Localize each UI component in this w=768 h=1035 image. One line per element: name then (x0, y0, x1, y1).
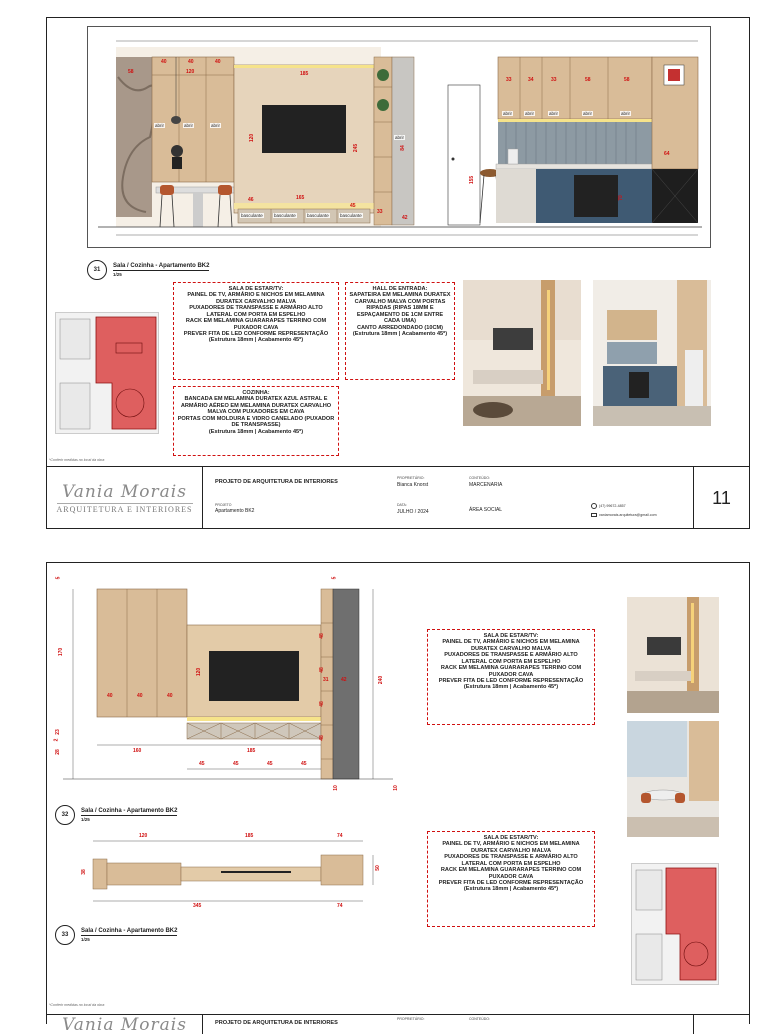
open-tag: abrir (525, 111, 535, 116)
dim-label: 40 (161, 59, 167, 65)
dim-label: 45 (233, 761, 239, 767)
conteudo-label: CONTEÚDO: (469, 476, 490, 480)
logo-script: Vania Morais (62, 482, 187, 502)
dim-label: 345 (193, 903, 202, 909)
footnote: *Conferir medidas no local da obra (49, 1003, 105, 1007)
drawing-caption-32 (55, 805, 177, 825)
dim-label: 33 (551, 77, 557, 83)
note-sala-estar-b: SALA DE ESTAR/TV: PAINEL DE TV, ARMÁRIO E NICHOS EM MELAMINA DURATEX CARVALHO MALVA PUXADORES DE TRANSPASSE E ARMÁRIO ALTO LATERAL COM PORTA EM ESPELHO RACK EM MELAMINA GUARARAPES TERRINO COM PUXADOR CAVA PREVER FITA DE LED CONFORME REPRESENTAÇÃO (Estrutura 18mm | Acabamento 45º) (427, 831, 595, 927)
render-photo-kitchen (593, 280, 711, 426)
note-sala-estar: SALA DE ESTAR/TV: PAINEL DE TV, ARMÁRIO E NICHOS EM MELAMINA DURATEX CARVALHO MALVA PUXADORES DE TRANSPASSE E ARMÁRIO ALTO LATERAL COM PORTA EM ESPELHO RACK EM MELAMINA GUARARAPES TERRINO COM PUXADOR CAVA PREVER FITA DE LED CONFORME REPRESENTAÇÃO (Estrutura 18mm | Acabamento 45º) (173, 282, 339, 380)
dim-label: 48 (318, 701, 325, 707)
open-tag: abrir (503, 111, 513, 116)
basculante-tag: basculante (274, 213, 296, 218)
floor-plan-svg (632, 864, 720, 986)
basculante-tag: basculante (340, 213, 362, 218)
note-cozinha: COZINHA: BANCADA EM MELAMINA DURATEX AZUL ASTRAL E ARMÁRIO AÉREO EM MELAMINA DURATEX CARVALHO MALVA COM PUXADORES EM CAVA PORTAS COM MOLDURA E VIDRO CANELADO (PUXADOR DE TRANSPASSE) (Estrutura 18mm | Acabamento 45º) (173, 386, 339, 456)
drawing-caption-33 (55, 925, 177, 945)
email-address: vaniamorais.arquitetura@gmail.com (599, 513, 657, 517)
open-tag: abrir (155, 123, 165, 128)
dim-label: 10 (332, 785, 339, 791)
conteudo-label: CONTEÚDO: (469, 1017, 490, 1021)
render-photo-dining (627, 721, 719, 837)
title-block-info (203, 467, 693, 529)
dim-label: 28 (54, 749, 61, 755)
dim-label: 33 (506, 77, 512, 83)
projeto-label: PROJETO (215, 503, 232, 507)
page-number: 11 (693, 467, 749, 529)
proprietario-label: PROPRIETÁRIO: (397, 1017, 425, 1021)
logo-script: Vania Morais (62, 1015, 187, 1035)
drawing-scale: 1/25 (81, 817, 90, 822)
dim-label: 170 (58, 647, 65, 657)
dim-label: 42 (402, 215, 408, 221)
title-block (47, 1014, 749, 1034)
drawing-number: 33 (55, 925, 75, 945)
dim-label: 23 (54, 729, 61, 735)
dim-label: 46 (248, 197, 254, 203)
dim-label: 5 (55, 576, 62, 580)
project-title: PROJETO DE ARQUITETURA DE INTERIORES (215, 1020, 338, 1026)
phone-contact (591, 503, 626, 509)
brand-logo (47, 1015, 203, 1034)
dim-label: 185 (245, 833, 254, 839)
conteudo-value: MARCENARIA (469, 482, 503, 488)
plan-33-svg (53, 829, 401, 915)
plan-drawing-33 (53, 829, 401, 915)
dim-label: 45 (350, 203, 356, 209)
page-number-cell (693, 1015, 749, 1034)
dim-label: 40 (215, 59, 221, 65)
drawing-caption-31 (87, 260, 209, 280)
dim-label: 185 (247, 748, 256, 754)
dim-label: 120 (196, 667, 203, 677)
dim-label: 120 (139, 833, 148, 839)
dim-label: 40 (137, 693, 143, 699)
elevation-32-svg (53, 573, 401, 797)
dim-label: 2 (53, 738, 60, 742)
dim-label: 31 (323, 677, 329, 683)
dim-label: 50 (374, 865, 381, 871)
title-block-info (203, 1015, 693, 1034)
dim-label: 58 (128, 69, 134, 75)
open-tag: abrir (395, 135, 405, 140)
dim-label: 45 (199, 761, 205, 767)
note-hall-entrada: HALL DE ENTRADA: SAPATEIRA EM MELAMINA DURATEX CARVALHO MALVA COM PORTAS RIPADAS (RIPAS 18MM E ESPAÇAMENTO DE 1CM ENTRE CADA UMA) CANTO ARREDONDADO (10CM) (Estrutura 18mm | Acabamento 45º) (345, 282, 455, 380)
dim-label: 48 (318, 633, 325, 639)
dim-label: 160 (133, 748, 142, 754)
brand-logo (47, 467, 203, 529)
data-value: JULHO / 2024 (397, 509, 429, 515)
drawing-title: Sala / Cozinha - Apartamento BK2 (81, 928, 178, 934)
dim-label: 10 (392, 785, 399, 791)
basculante-tag: basculante (307, 213, 329, 218)
mail-icon (591, 513, 597, 517)
dim-label: 40 (188, 59, 194, 65)
dim-label: 185 (300, 71, 309, 77)
open-tag: abrir (184, 123, 194, 128)
dim-label: 34 (528, 77, 534, 83)
projeto-value: Apartamento BK2 (215, 508, 255, 514)
dim-label: 240 (378, 675, 385, 685)
dim-label: 70 (617, 195, 624, 201)
sheet-page-11 (46, 17, 750, 529)
dim-label: 84 (399, 145, 406, 151)
area-value: ÁREA SOCIAL (469, 507, 503, 513)
logo-subtitle: ARQUITETURA E INTERIORES (56, 505, 193, 514)
dim-label: 40 (167, 693, 173, 699)
render-photo-tv-wall (627, 597, 719, 713)
open-tag: abrir (621, 111, 631, 116)
basculante-tag: basculante (241, 213, 263, 218)
note-sala-estar-a: SALA DE ESTAR/TV: PAINEL DE TV, ARMÁRIO E NICHOS EM MELAMINA DURATEX CARVALHO MALVA PUXADORES DE TRANSPASSE E ARMÁRIO ALTO LATERAL COM PORTA EM ESPELHO RACK EM MELAMINA GUARARAPES TERRINO COM PUXADOR CAVA PREVER FITA DE LED CONFORME REPRESENTAÇÃO (Estrutura 18mm | Acabamento 45º) (427, 629, 595, 725)
dim-label: 245 (353, 143, 360, 153)
dim-label: 42 (341, 677, 347, 683)
floor-plan-thumbnail (631, 863, 719, 985)
email-contact (591, 513, 657, 517)
dim-label: 48 (318, 735, 325, 741)
drawing-number: 31 (87, 260, 107, 280)
footnote: *Conferir medidas no local da obra (49, 458, 105, 462)
dim-label: 64 (664, 151, 670, 157)
dim-label: 45 (267, 761, 273, 767)
project-title: PROJETO DE ARQUITETURA DE INTERIORES (215, 479, 338, 485)
phone-number: (47) 99672-4857 (599, 504, 626, 508)
dim-label: 58 (585, 77, 591, 83)
open-tag: abrir (211, 123, 221, 128)
render-photo-living (463, 280, 581, 426)
elevation-drawing-32 (53, 573, 401, 797)
dim-label: 40 (107, 693, 113, 699)
drawing-title: Sala / Cozinha - Apartamento BK2 (113, 263, 210, 269)
dim-label: 74 (337, 903, 343, 909)
dim-label: 155 (469, 175, 476, 185)
floor-plan-thumbnail (55, 312, 159, 434)
dim-label: 58 (624, 77, 630, 83)
dim-label: 120 (249, 133, 256, 143)
dim-label: 120 (186, 69, 195, 75)
open-tag: abrir (549, 111, 559, 116)
dim-label: 74 (337, 833, 343, 839)
proprietario-value: Bianca Knorst (397, 482, 429, 488)
dim-label: 165 (296, 195, 305, 201)
title-block (47, 466, 749, 529)
drawing-scale: 1/25 (81, 937, 90, 942)
dim-label: 5 (331, 576, 338, 580)
open-tag: abrir (583, 111, 593, 116)
floor-plan-svg (56, 313, 160, 435)
dim-label: 45 (301, 761, 307, 767)
sheet-page-12 (46, 562, 750, 1035)
data-label: DATA: (397, 503, 407, 507)
drawing-number: 32 (55, 805, 75, 825)
drawing-scale: 1/25 (113, 272, 122, 277)
dim-label: 38 (80, 869, 87, 875)
proprietario-label: PROPRIETÁRIO: (397, 476, 425, 480)
elevation-drawing-31 (87, 26, 711, 248)
dim-label: 48 (318, 667, 325, 673)
dim-label: 33 (377, 209, 383, 215)
whatsapp-icon (591, 503, 597, 509)
drawing-title: Sala / Cozinha - Apartamento BK2 (81, 808, 178, 814)
